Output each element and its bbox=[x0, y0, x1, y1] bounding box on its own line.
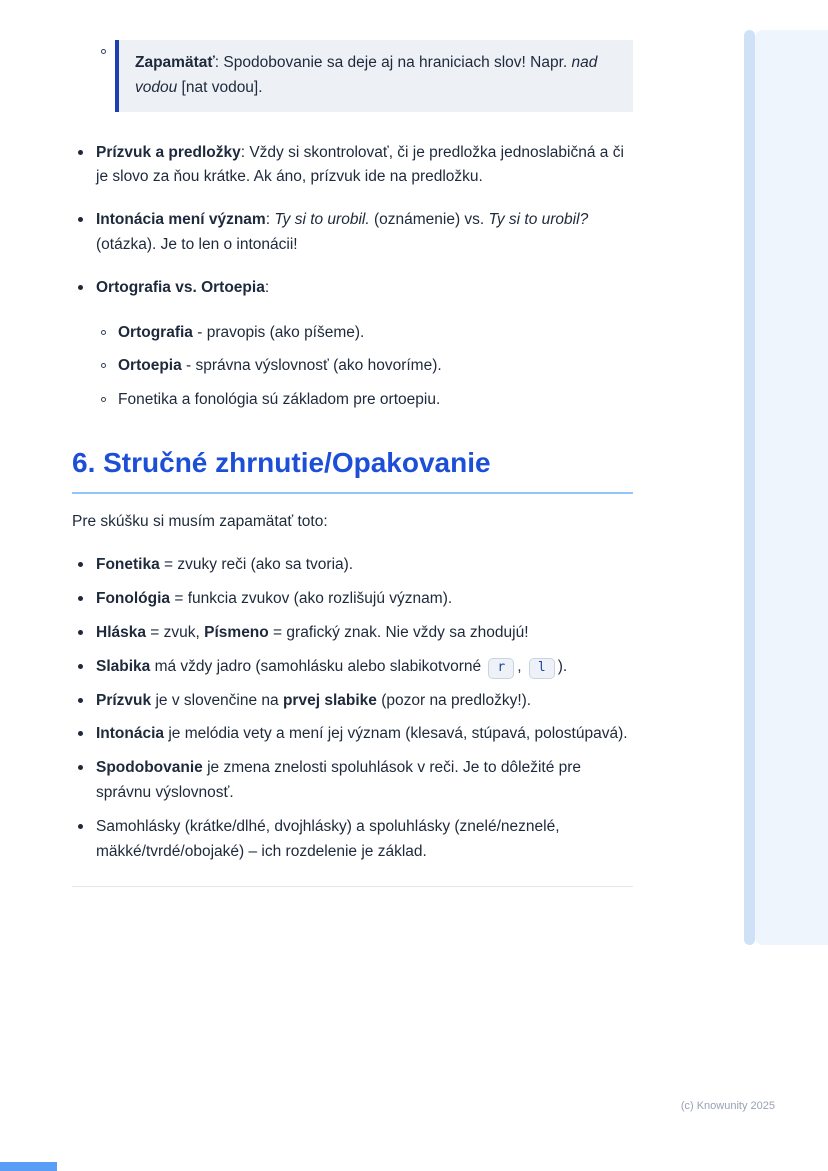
text-segment: má vždy jadro (samohlásku alebo slabikotvorné bbox=[150, 657, 486, 675]
scrollbar-thumb[interactable] bbox=[744, 30, 755, 945]
text-segment: = funkcia zvukov (ako rozlišujú význam). bbox=[170, 590, 453, 608]
disc-bullet-icon bbox=[78, 765, 83, 770]
section-divider bbox=[72, 886, 633, 887]
note-callout bbox=[115, 40, 633, 112]
list-item bbox=[72, 276, 633, 301]
list-item bbox=[72, 689, 633, 714]
text-segment: = grafický znak. Nie vždy sa zhodujú! bbox=[268, 623, 529, 641]
disc-bullet-icon bbox=[78, 285, 83, 290]
text-segment: prvej slabike bbox=[282, 691, 377, 709]
list-item bbox=[72, 141, 633, 191]
text-segment: nad vodou bbox=[135, 54, 598, 96]
disc-bullet-icon bbox=[78, 150, 83, 155]
text-segment: , bbox=[517, 657, 526, 675]
list-item-text bbox=[96, 621, 529, 646]
list-item bbox=[72, 722, 633, 747]
disc-bullet-icon bbox=[78, 596, 83, 601]
text-segment: Ortoepia bbox=[118, 357, 182, 375]
text-segment: je v slovenčine na bbox=[151, 691, 283, 709]
disc-bullet-icon bbox=[78, 630, 83, 635]
list-item bbox=[72, 756, 633, 806]
circle-bullet-icon bbox=[101, 330, 106, 335]
list-item-text bbox=[96, 587, 452, 612]
text-segment: Hláska bbox=[96, 623, 146, 641]
list-item-text bbox=[96, 276, 269, 301]
text-segment: Spodobovanie bbox=[96, 759, 203, 777]
text-segment: je melódia vety a mení jej význam (klesavá, stúpavá, polostúpavá). bbox=[164, 725, 628, 743]
list-item bbox=[72, 321, 633, 346]
text-segment: (otázka). Je to len o intonácii! bbox=[96, 235, 298, 253]
text-segment: : Spodobovanie sa deje aj na hraniciach slov! Napr. bbox=[214, 54, 572, 71]
text-segment: Intonácia bbox=[96, 725, 165, 743]
text-segment: Fonetika bbox=[96, 556, 160, 574]
text-segment: [nat vodou]. bbox=[177, 78, 263, 96]
list-item-text bbox=[118, 321, 364, 346]
text-segment: je zmena znelosti spoluhlások v reči. Je to dôležité pre správnu výslovnosť. bbox=[96, 759, 582, 801]
list-item-text bbox=[96, 655, 567, 680]
text-segment: : bbox=[264, 278, 270, 296]
list-item bbox=[72, 815, 633, 865]
text-segment: Písmeno bbox=[204, 623, 269, 641]
circle-bullet-icon bbox=[101, 49, 106, 54]
text-segment: Ty si to urobil? bbox=[488, 211, 589, 229]
text-segment: (pozor na predložky!). bbox=[376, 691, 532, 709]
list-item-text bbox=[96, 208, 633, 258]
text-segment: - pravopis (ako píšeme). bbox=[192, 323, 365, 341]
list-item-text bbox=[96, 141, 633, 191]
disc-bullet-icon bbox=[78, 698, 83, 703]
disc-bullet-icon bbox=[78, 731, 83, 736]
text-segment: - správna výslovnosť (ako hovoríme). bbox=[181, 357, 442, 375]
circle-bullet-icon bbox=[101, 363, 106, 368]
text-segment: Fonetika a fonológia sú základom pre ortoepiu. bbox=[118, 391, 441, 409]
list-item-text bbox=[96, 815, 633, 865]
disc-bullet-icon bbox=[78, 562, 83, 567]
text-segment: Ty si to urobil. bbox=[274, 211, 370, 229]
text-segment: Samohlásky (krátke/dlhé, dvojhlásky) a spoluhlásky (znelé/neznelé, mäkké/tvrdé/obojaké) – ich rozdelenie je základ. bbox=[96, 817, 560, 860]
list-item bbox=[72, 388, 633, 413]
list-item bbox=[72, 655, 633, 680]
text-segment: ). bbox=[557, 657, 568, 675]
text-segment: Slabika bbox=[96, 657, 151, 675]
intro-paragraph: Pre skúšku si musím zapamätať toto: bbox=[72, 512, 328, 530]
text-segment: Fonológia bbox=[96, 590, 171, 608]
list-item-text bbox=[96, 689, 531, 714]
text-segment: Prízvuk bbox=[96, 691, 152, 709]
page-progress-bar bbox=[0, 1162, 57, 1171]
text-segment: Ortografia vs. Ortoepia bbox=[96, 278, 265, 296]
list-item-text bbox=[96, 756, 633, 806]
side-panel bbox=[755, 30, 828, 945]
callout-text bbox=[135, 51, 617, 101]
list-item bbox=[72, 208, 633, 258]
copyright-footer: (c) Knowunity 2025 bbox=[680, 1100, 775, 1112]
section-heading: 6. Stručné zhrnutie/Opakovanie bbox=[72, 446, 633, 494]
text-segment: : Vždy si skontrolovať, či je predložka jednoslabičná a či je slovo za ňou krátke. Ak áno, prízvuk ide na predložku. bbox=[96, 143, 624, 186]
circle-bullet-icon bbox=[101, 397, 106, 402]
text-segment: = zvuky reči (ako sa tvoria). bbox=[159, 556, 354, 574]
disc-bullet-icon bbox=[78, 824, 83, 829]
text-segment: Prízvuk a predložky bbox=[96, 143, 241, 161]
text-segment: Zapamätať bbox=[135, 54, 215, 71]
document-content bbox=[72, 0, 633, 887]
disc-bullet-icon bbox=[78, 217, 83, 222]
text-segment: Ortografia bbox=[118, 323, 193, 341]
text-segment: r bbox=[488, 658, 514, 679]
disc-bullet-icon bbox=[78, 664, 83, 669]
list-item bbox=[72, 621, 633, 646]
list-item-text bbox=[96, 722, 628, 747]
text-segment: (oznámenie) vs. bbox=[369, 211, 489, 229]
list-item bbox=[72, 553, 633, 578]
text-segment: Intonácia mení význam bbox=[96, 211, 266, 229]
list-item bbox=[72, 40, 633, 112]
text-segment: = zvuk, bbox=[145, 623, 205, 641]
list-item-text bbox=[118, 354, 442, 379]
text-segment: l bbox=[529, 658, 555, 679]
list-item bbox=[72, 354, 633, 379]
list-item-text bbox=[96, 553, 353, 578]
list-item-text bbox=[118, 388, 440, 413]
list-item bbox=[72, 587, 633, 612]
text-segment: : bbox=[265, 211, 275, 229]
